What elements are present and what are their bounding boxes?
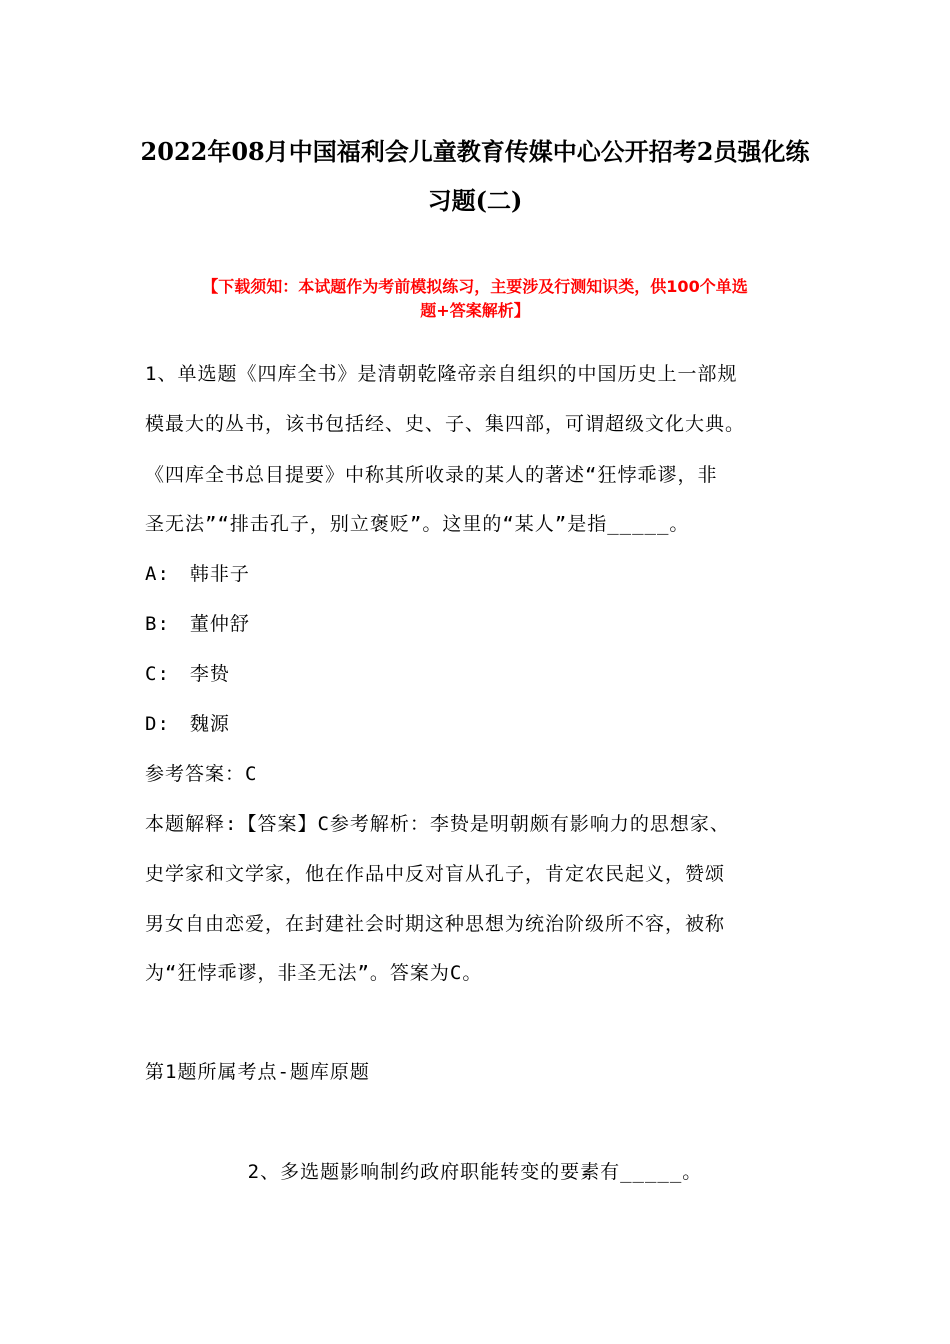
reference-answer: 参考答案：C [145, 763, 258, 785]
option-a: A: 韩非子 [145, 563, 250, 585]
explanation-line: 男女自由恋爱，在封建社会时期这种思想为统治阶级所不容，被称 [145, 913, 726, 935]
question-1-stem-line: 模最大的丛书，该书包括经、史、子、集四部，可谓超级文化大典。 [145, 413, 746, 435]
question-1-stem-line: 圣无法”“排击孔子，别立褒贬”。这里的“某人”是指_____。 [145, 513, 690, 535]
question-1-stem-line: 1、单选题《四库全书》是清朝乾隆帝亲自组织的中国历史上一部规 [145, 363, 738, 385]
option-d: D: 魏源 [145, 713, 230, 735]
option-b: B: 董仲舒 [145, 613, 250, 635]
explanation-line: 本题解释:【答案】C参考解析：李贽是明朝颇有影响力的思想家、 [145, 813, 730, 835]
document-title-line-2: 习题(二) [427, 186, 523, 215]
question-2-stem: 2、多选题影响制约政府职能转变的要素有_____。 [247, 1161, 703, 1183]
explanation-line: 史学家和文学家，他在作品中反对盲从孔子，肯定农民起义，赞颂 [145, 863, 726, 885]
download-notice-line-1: 【下载须知：本试题作为考前模拟练习，主要涉及行测知识类，供100个单选 [202, 277, 748, 296]
download-notice-line-2: 题+答案解析】 [420, 301, 530, 320]
document-title-line-1: 2022年08月中国福利会儿童教育传媒中心公开招考2员强化练 [140, 137, 810, 166]
option-c: C: 李贽 [145, 663, 230, 685]
question-1-stem-line: 《四库全书总目提要》中称其所收录的某人的著述“狂悖乖谬，非 [145, 464, 718, 486]
explanation-line: 为“狂悖乖谬，非圣无法”。答案为C。 [145, 962, 483, 984]
knowledge-point: 第1题所属考点-题库原题 [145, 1061, 370, 1083]
